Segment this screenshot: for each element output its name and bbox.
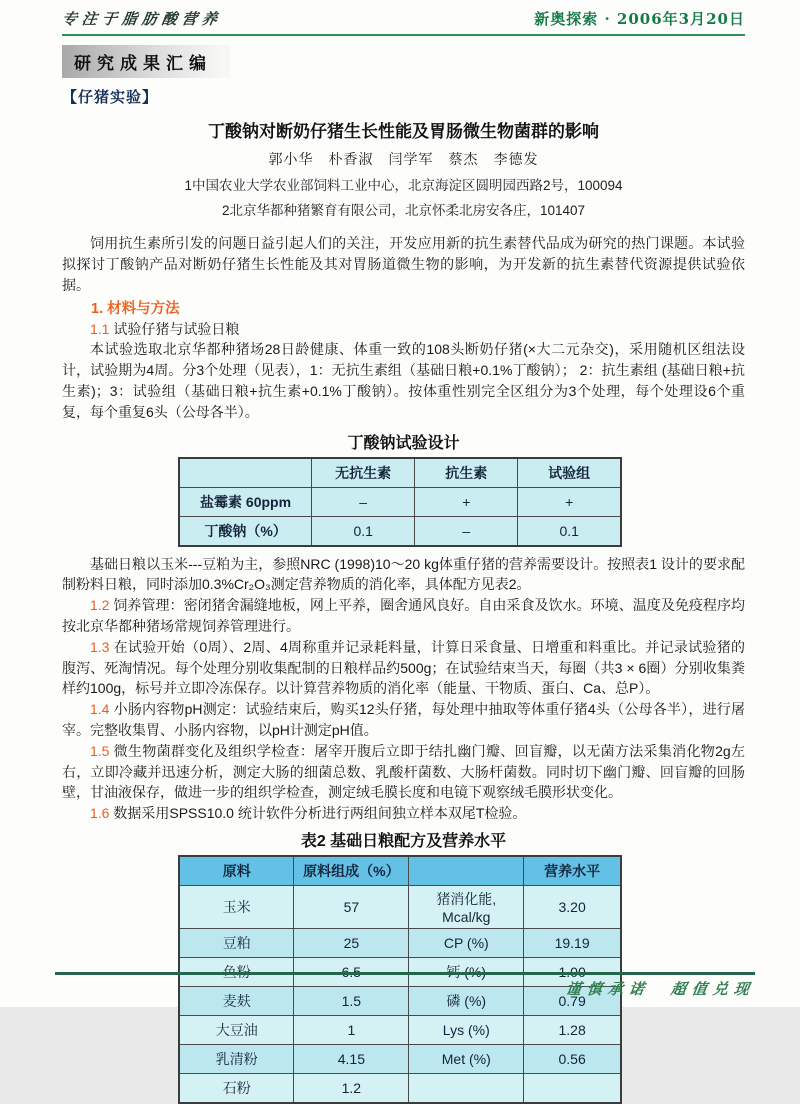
table2-cell: 19.19	[524, 928, 621, 957]
table2-header-row	[179, 856, 621, 886]
masthead-issue-date: 新奥探索 · 2006年3月20日	[534, 10, 745, 28]
table2-cell: 石粉	[179, 1073, 294, 1103]
table2-cell: Met (%)	[409, 1044, 524, 1073]
item-text: 在试验开始（0周）、2周、4周称重并记录耗料量，计算日采食量、日增重和料重比。并记录试验猪的腹泻、死淘情况。每个处理分别收集配制的日粮样品约500g；在试验结束当天，每圈（共3 × 6圈）分别收集粪样约100g，标号并立即冷冻保存。以计算营养物质的消化率（能量、干物质、蛋白、Ca、总P）。	[62, 638, 745, 697]
item-text: 小肠内容物pH测定：试验结束后，购买12头仔猪，每处理中抽取等体重仔猪4头（公母各半），进行屠宰。完整收集胃、小肠内容物，以pH计测定pH值。	[62, 701, 745, 738]
table1-header-cell: 抗生素	[415, 458, 518, 488]
masthead	[62, 8, 745, 36]
table2-cell: 1.00	[524, 957, 621, 986]
table2-cell	[409, 1073, 524, 1103]
table1-cell: +	[415, 487, 518, 516]
table2-cell	[524, 1073, 621, 1103]
table1-cell: –	[415, 516, 518, 546]
intro-paragraph: 饲用抗生素所引发的问题日益引起人们的关注，开发应用新的抗生素替代品成为研究的热门课题。本试验拟探讨丁酸钠产品对断奶仔猪生长性能及其对胃肠道微生物的影响，为开发新的抗生素替代资源提供试验依据。	[62, 235, 745, 293]
table2-cell: 57	[294, 885, 409, 928]
table2-cell: 豆粕	[179, 928, 294, 957]
item-text: 饲养管理：密闭猪舍漏缝地板，网上平养，圈舍通风良好。自由采食及饮水。环境、温度及免疫程序均按北京华都种猪场常规饲养管理进行。	[62, 597, 745, 634]
table2-cell: CP (%)	[409, 928, 524, 957]
table2-cell: 玉米	[179, 885, 294, 928]
masthead-slogan: 专注于脂肪酸营养	[60, 10, 224, 28]
subsection-1-1-title: 试验仔猪与试验日粮	[109, 321, 240, 338]
footer-motto: 谨慎承诺 超值兑现	[564, 980, 757, 998]
item-number: 1.2	[90, 597, 110, 614]
table2-cell: 乳清粉	[179, 1044, 294, 1073]
table2-cell: 1.2	[294, 1073, 409, 1103]
item-number: 1.4	[90, 701, 110, 718]
table2-row	[179, 1044, 621, 1073]
section-1-heading: 1. 材料与方法	[91, 301, 180, 318]
paragraph-1-2	[62, 595, 745, 637]
paragraph-1-1: 本试验选取北京华都种猪场28日龄健康、体重一致的108头断奶仔猪(×大二元杂交)，采用随机区组法设计，试验期为4周。分3个处理（见表），1：无抗生素组（基础日粮+0.1%丁酸钠）； 2：抗生素组 (基础日粮+抗生素)；3：试验组（基础日粮+抗生素+0.1%丁酸钠）。按体重性别完全区组分为3个处理，每个处理设6个重复，每个重复6头（公母各半）。	[62, 341, 745, 420]
item-number: 1.3	[90, 638, 110, 655]
table1-header-cell	[179, 458, 312, 488]
table2-cell: 大豆油	[179, 1015, 294, 1044]
table1-row	[179, 516, 621, 546]
table1-cell: +	[518, 487, 621, 516]
table2-cell: 25	[294, 928, 409, 957]
paragraph-1-6	[62, 803, 745, 824]
table2-cell: 猪消化能, Mcal/kg	[409, 885, 524, 928]
subsection-1-1-heading	[62, 319, 745, 339]
table1-cell: –	[312, 487, 415, 516]
table2-cell: 0.56	[524, 1044, 621, 1073]
section-tag-piglet-experiment: 【仔猪实验】	[62, 89, 159, 106]
table1-row	[179, 487, 621, 516]
table1-title: 丁酸钠试验设计	[347, 434, 460, 452]
table2-row	[179, 928, 621, 957]
paragraph-basal-diet: 基础日粮以玉米---豆粕为主，参照NRC (1998)10～20 kg体重仔猪的营养需要设计。按照表1 设计的要求配制粉料日粮，同时添加0.3%Cr₂O₃测定营养物质的消化率，具体配方见表2。	[62, 555, 745, 593]
table2-header-cell: 原料组成（%）	[294, 856, 409, 886]
subsection-1-1-number: 1.1	[90, 321, 110, 338]
table2-row	[179, 885, 621, 928]
paragraph-1-3	[62, 637, 745, 699]
table2-header-cell: 原料	[179, 856, 294, 886]
table1-cell: 0.1	[312, 516, 415, 546]
item-text: 数据采用SPSS10.0 统计软件分析进行两组间独立样本双尾T检验。	[109, 805, 527, 822]
table2-cell: 1	[294, 1015, 409, 1044]
table2-cell: 钙 (%)	[409, 957, 524, 986]
design-table	[178, 457, 622, 547]
authors-line: 郭小华 朴香淑 闫学军 蔡杰 李德发	[268, 151, 539, 167]
table2-cell: Lys (%)	[409, 1015, 524, 1044]
page-footer	[55, 972, 755, 999]
table2-row	[179, 1015, 621, 1044]
table1-cell: 丁酸钠（%）	[179, 516, 312, 546]
table1-header-cell: 试验组	[518, 458, 621, 488]
table2-header-cell	[409, 856, 524, 886]
table2-cell: 1.28	[524, 1015, 621, 1044]
banner-research-compilation	[62, 45, 230, 78]
item-number: 1.6	[90, 805, 110, 822]
table1-header-row	[179, 458, 621, 488]
table2-cell: 4.15	[294, 1044, 409, 1073]
table2-row	[179, 1073, 621, 1103]
article-title: 丁酸钠对断奶仔猪生长性能及胃肠微生物菌群的影响	[208, 122, 599, 141]
item-number: 1.5	[90, 742, 110, 759]
affiliation-line-1: 1中国农业大学农业部饲料工业中心，北京海淀区圆明园西路2号，100094	[184, 178, 623, 193]
table2-cell: 6.5	[294, 957, 409, 986]
affiliation-line-2: 2北京华都种猪繁育有限公司，北京怀柔北房安各庄，101407	[221, 203, 586, 218]
table2-header-cell: 营养水平	[524, 856, 621, 886]
paragraph-1-4	[62, 699, 745, 741]
table1-header-cell: 无抗生素	[312, 458, 415, 488]
paragraph-1-5	[62, 741, 745, 803]
table1-cell: 盐霉素 60ppm	[179, 487, 312, 516]
table2-cell: 磷 (%)	[409, 986, 524, 1015]
table2-title: 表2 基础日粮配方及营养水平	[300, 832, 507, 850]
table2-cell: 麦麸	[179, 986, 294, 1015]
table2-cell: 1.5	[294, 986, 409, 1015]
table1-cell: 0.1	[518, 516, 621, 546]
table2-cell: 0.79	[524, 986, 621, 1015]
table2-cell: 3.20	[524, 885, 621, 928]
banner-title: 研究成果汇编	[74, 54, 212, 74]
item-text: 微生物菌群变化及组织学检查：屠宰开腹后立即于结扎幽门瓣、回盲瓣，以无菌方法采集消化物2g左右，立即冷藏并迅速分析，测定大肠的细菌总数、乳酸杆菌数、大肠杆菌数。同时切下幽门瓣、回盲瓣的回肠壁，甘油液保存，做进一步的组织学检查，测定绒毛膜长度和电镜下观察绒毛膜形状变化。	[62, 742, 745, 801]
table2-cell: 鱼粉	[179, 957, 294, 986]
